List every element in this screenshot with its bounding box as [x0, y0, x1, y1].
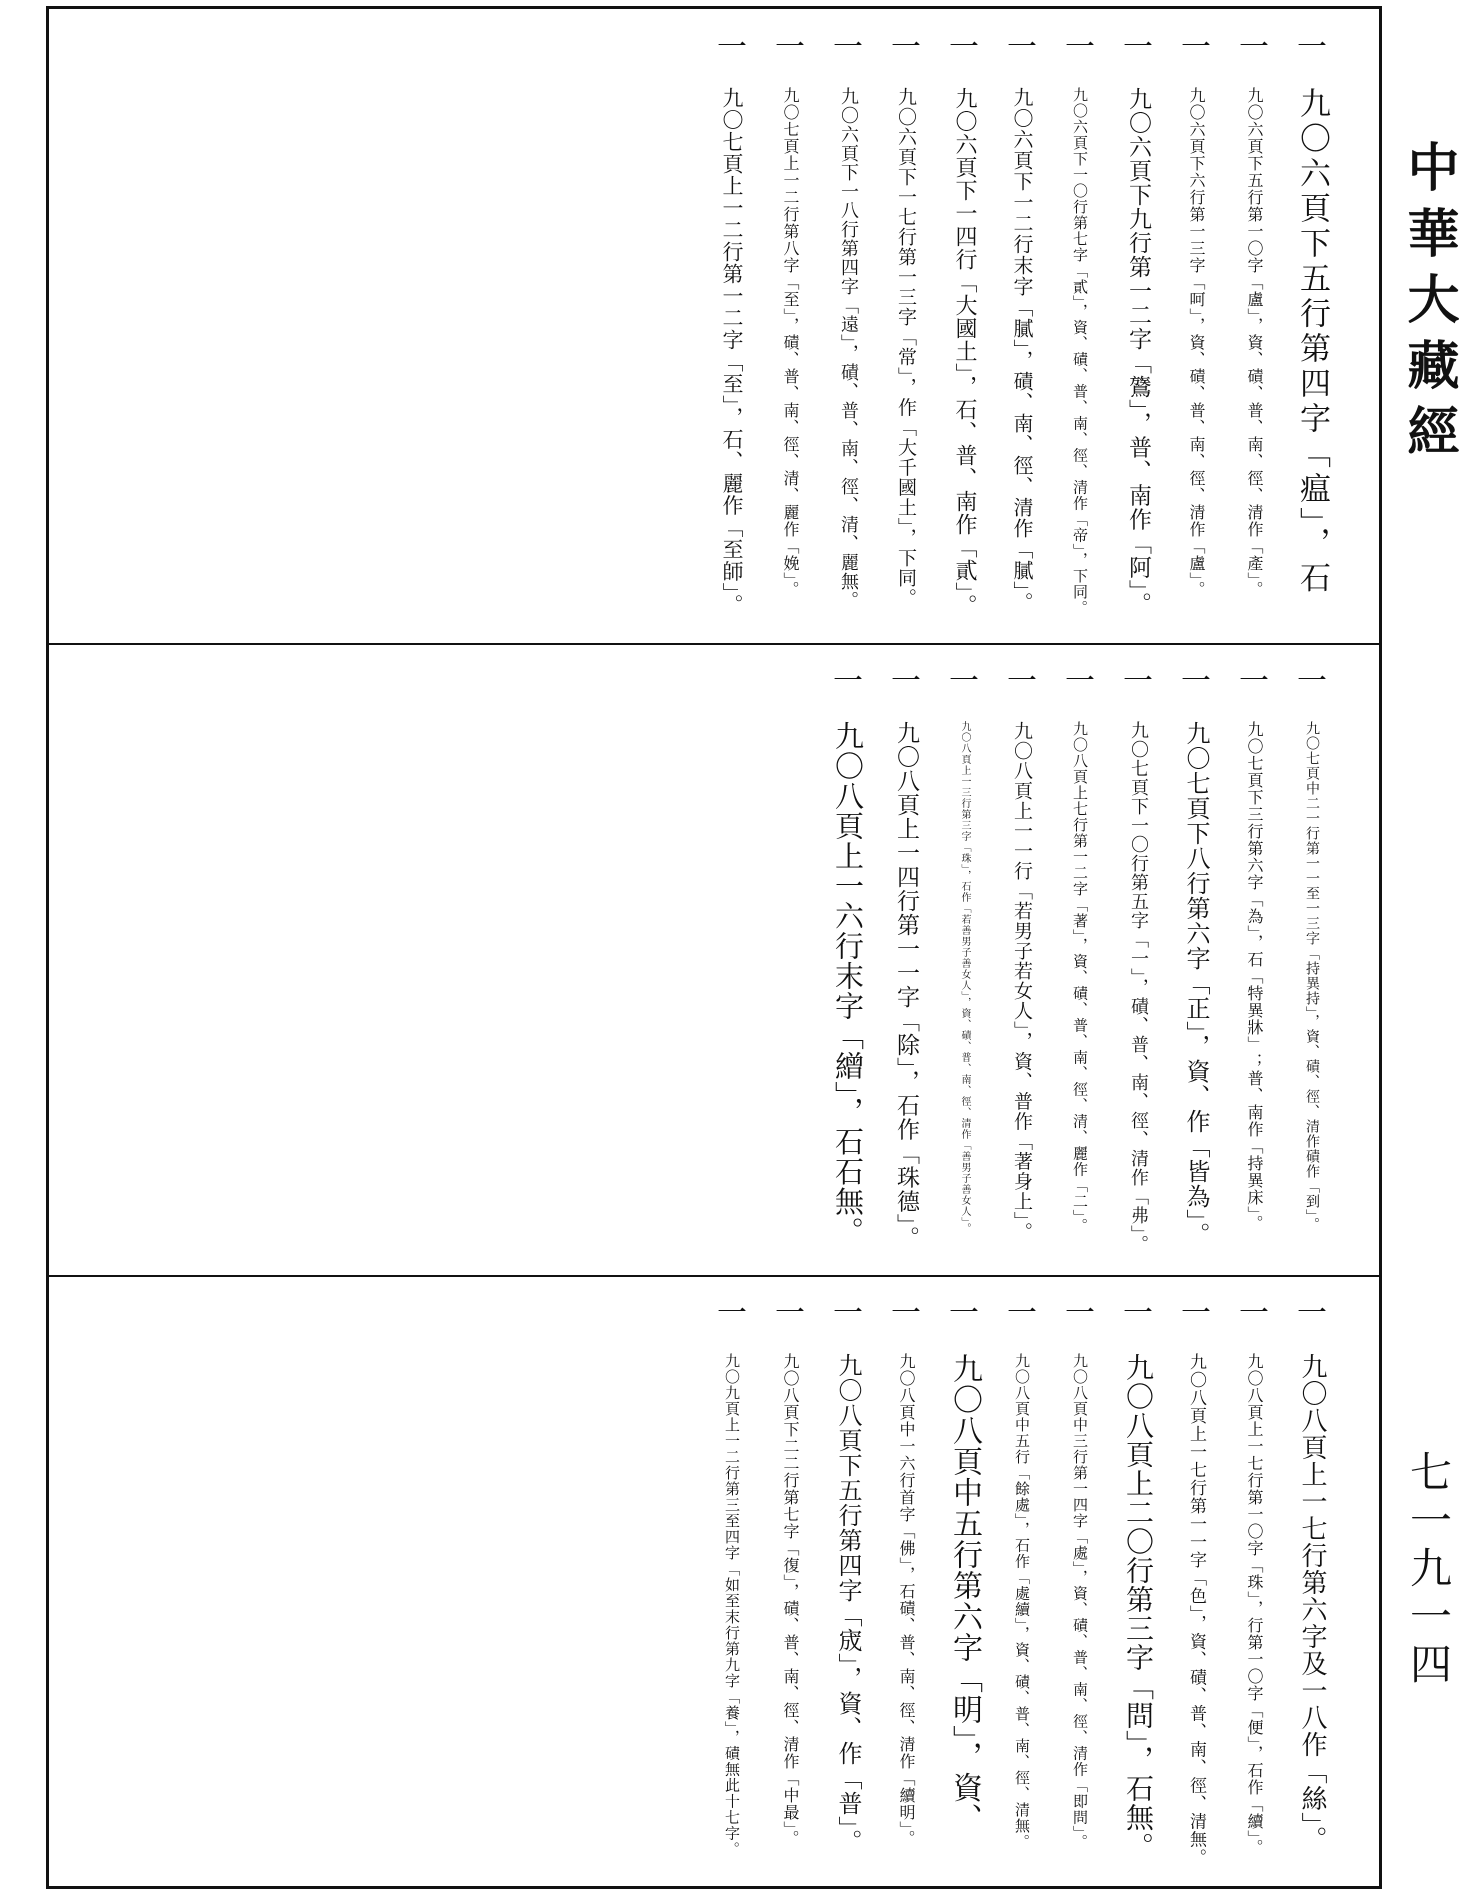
note-column	[935, 1297, 993, 1867]
note-text: 九〇六頁下一四行「大國土」，石、普、南作「貳」。	[952, 87, 977, 617]
entry-mark: 一	[1007, 30, 1037, 65]
note-text: 九〇七頁下一〇行第五字「一」，磧、普、南、徑、清作「弗」。	[1128, 721, 1149, 1254]
note-column	[1051, 1297, 1109, 1867]
note-text: 九〇八頁上二〇行第三字「問」，石無。	[1122, 1353, 1155, 1861]
note-column	[1167, 1297, 1225, 1867]
note-text: 九〇九頁上一二行第三至四字「如至末行第九字「養」，磧無此十七字。	[723, 1353, 741, 1858]
entry-mark: 一	[1239, 1296, 1269, 1331]
note-column	[1051, 31, 1109, 617]
entry-mark: 一	[891, 1296, 921, 1331]
entry-mark: 一	[1239, 664, 1269, 699]
collation-section-top	[49, 9, 1379, 643]
note-text: 九〇八頁中五行「餘處」，石作「處續」，資、磧、普、南、徑、清無。	[1013, 1353, 1031, 1850]
note-text: 九〇七頁上一二行第八字「至」，磧、普、南、徑、清、麗作「娩」。	[781, 87, 800, 598]
note-column	[1225, 31, 1283, 617]
note-text: 九〇八頁中五行第六字「明」，資、	[947, 1353, 982, 1834]
entry-mark: 一	[949, 30, 979, 65]
entry-mark: 一	[1297, 30, 1327, 65]
entry-mark: 一	[833, 1296, 863, 1331]
note-text: 九〇八頁上一六行末字「繒」，石石無。	[831, 721, 865, 1247]
note-column	[1167, 665, 1225, 1254]
note-column	[1225, 665, 1283, 1254]
note-column	[1283, 31, 1341, 617]
entry-mark: 一	[1123, 30, 1153, 65]
note-column	[703, 31, 761, 617]
note-text: 九〇七頁中二一行第一一至一三字「持異持」，資、磧、徑、清作磧作「到」。	[1304, 721, 1320, 1232]
note-column	[993, 31, 1051, 617]
entry-mark: 一	[1181, 1296, 1211, 1331]
note-column	[993, 665, 1051, 1254]
page-number: 七一九一四	[1404, 1450, 1453, 1690]
note-column	[1283, 1297, 1341, 1867]
note-column	[761, 31, 819, 617]
entry-mark: 一	[833, 30, 863, 65]
note-text: 九〇八頁上一一行「若男子若女人」，資、普作「著身上」。	[1011, 721, 1033, 1242]
entry-mark: 一	[1239, 30, 1269, 65]
note-column	[703, 1297, 761, 1867]
entry-mark: 一	[1007, 1296, 1037, 1331]
collection-title: 中華大藏經	[1398, 140, 1459, 470]
note-text: 九〇八頁上一三行第三字「珠」，石作「若善男子善女人」，資、磧、普、南、徑、清作「善男子善女人」。	[959, 721, 970, 1234]
note-column	[1167, 31, 1225, 617]
note-column	[935, 31, 993, 617]
entry-mark: 一	[1123, 664, 1153, 699]
note-text: 九〇八頁上七行第一二字「著」，資、磧、普、南、徑、清、麗作「二」。	[1071, 721, 1089, 1234]
note-column	[1283, 665, 1341, 1254]
note-column	[819, 1297, 877, 1867]
entry-mark: 一	[891, 30, 921, 65]
entry-mark: 一	[1297, 1296, 1327, 1331]
entry-mark: 一	[891, 664, 921, 699]
entry-mark: 一	[775, 1296, 805, 1331]
note-text: 九〇八頁下五行第四字「宬」，資、作「普」。	[834, 1353, 862, 1854]
entry-mark: 一	[775, 30, 805, 65]
entry-mark: 一	[1007, 664, 1037, 699]
note-column	[1225, 1297, 1283, 1867]
note-text: 九〇六頁下一八行第四字「遠」，磧、普、南、徑、清、麗無。	[838, 87, 859, 610]
note-text: 九〇六頁下九行第一二字「鷟」，普、南作「阿」。	[1125, 87, 1151, 616]
entry-mark: 一	[1065, 30, 1095, 65]
page-frame	[46, 6, 1382, 1889]
entry-mark: 一	[1297, 664, 1327, 699]
note-text: 九〇八頁上一七行第六字及一八作「絲」。	[1297, 1353, 1327, 1853]
note-column	[993, 1297, 1051, 1867]
note-column	[1109, 1297, 1167, 1867]
note-column	[1109, 665, 1167, 1254]
entry-mark: 一	[1181, 664, 1211, 699]
entry-mark: 一	[833, 664, 863, 699]
note-text: 九〇六頁下五行第一〇字「盧」，資、磧、普、南、徑、清作「產」。	[1245, 87, 1264, 598]
note-text: 九〇七頁下八行第六字「正」，資、作「皆為」。	[1182, 721, 1210, 1247]
note-column	[1109, 31, 1167, 617]
entry-mark: 一	[717, 30, 747, 65]
note-text: 九〇七頁下三行第六字「為」，石「特異牀」；普、南作「持異床」。	[1245, 721, 1264, 1232]
note-column	[819, 31, 877, 617]
note-text: 九〇八頁上一七行第一一字「色」，資、磧、普、南、徑、清無。	[1186, 1353, 1206, 1867]
note-text: 九〇八頁上一四行第一一字「除」，石作「珠德」。	[893, 721, 919, 1250]
entry-mark: 一	[1181, 30, 1211, 65]
note-text: 九〇六頁下一七行第一三字「常」，作「大千國土」，下同。	[895, 87, 917, 608]
note-text: 九〇六頁下五行第四字「瘟」，石	[1294, 87, 1330, 597]
note-column	[819, 665, 877, 1254]
entry-mark: 一	[949, 1296, 979, 1331]
entry-mark: 一	[1065, 664, 1095, 699]
collation-section-bottom	[49, 1275, 1379, 1886]
note-text: 九〇八頁上一七行第一〇字「珠」，行第一〇字「便」，石作「續」。	[1245, 1353, 1264, 1856]
note-text: 九〇六頁下六行第一三字「呵」，資、磧、普、南、徑、清作「盧」。	[1187, 87, 1206, 598]
note-column	[761, 1297, 819, 1867]
entry-mark: 一	[1065, 1296, 1095, 1331]
note-column	[935, 665, 993, 1254]
entry-mark: 一	[949, 664, 979, 699]
note-column	[1051, 665, 1109, 1254]
note-column	[877, 1297, 935, 1867]
note-text: 九〇七頁上一二行第一二字「至」，石、麗作「至師」。	[720, 87, 744, 616]
note-text: 九〇六頁下一〇行第七字「貳」，資、磧、普、南、徑、清作「帝」，下同。	[1071, 87, 1089, 616]
note-column	[877, 31, 935, 617]
note-column	[877, 665, 935, 1254]
collation-section-middle	[49, 643, 1379, 1275]
note-text: 九〇六頁下一二行末字「膩」，磧、南、徑、清作「膩」。	[1010, 87, 1034, 613]
note-text: 九〇八頁下二二行第七字「復」，磧、普、南、徑、清作「中最」。	[781, 1353, 800, 1847]
entry-mark: 一	[1123, 1296, 1153, 1331]
entry-mark: 一	[717, 1296, 747, 1331]
note-text: 九〇八頁中三行第一四字「處」，資、磧、普、南、徑、清作「即問」。	[1071, 1353, 1089, 1850]
note-text: 九〇八頁中一六行首字「佛」，石磧、普、南、徑、清作「續明」。	[897, 1353, 916, 1847]
